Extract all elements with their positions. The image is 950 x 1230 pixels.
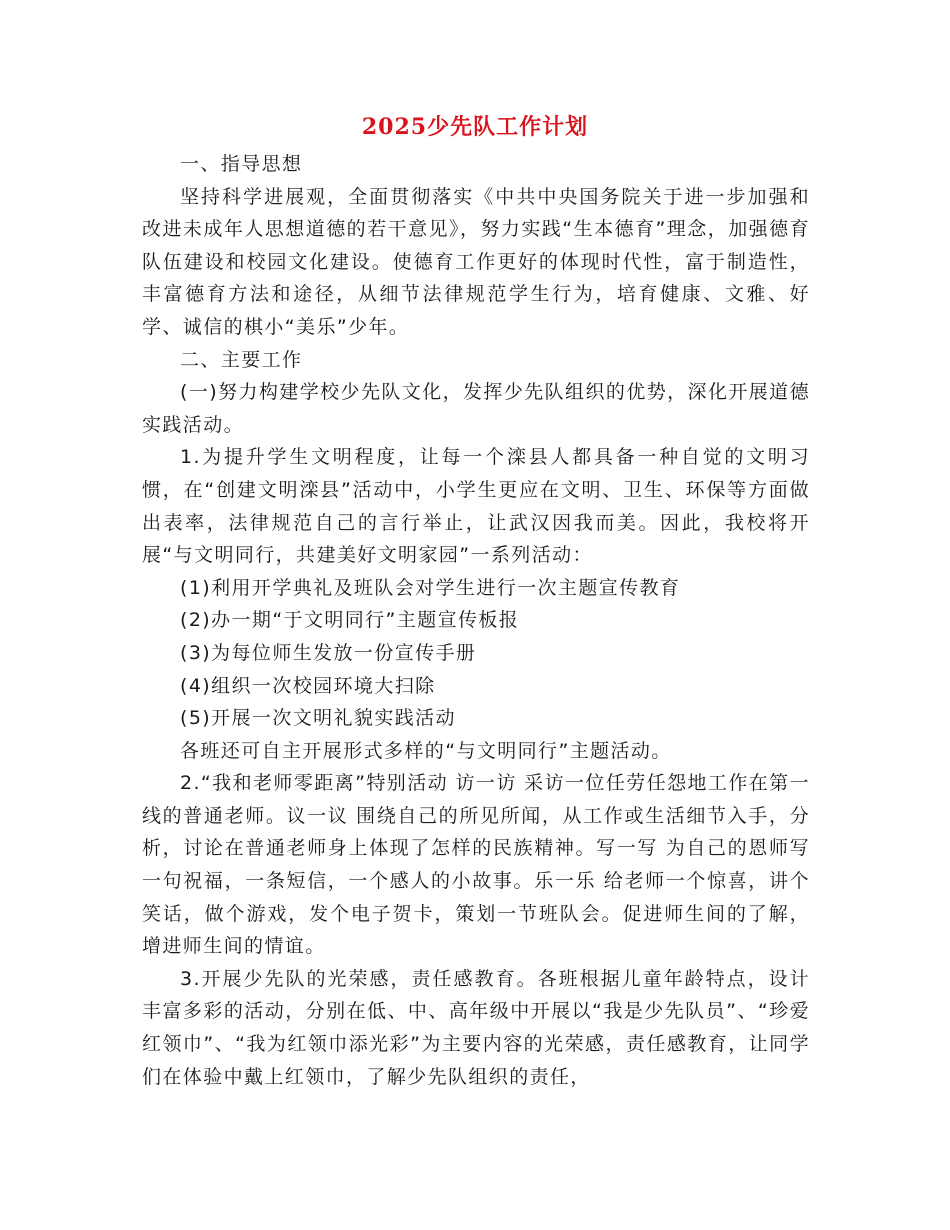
- list-item: (2)办一期“于文明同行”主题宣传板报: [180, 609, 520, 632]
- paragraph: 各班还可自主开展形式多样的“与文明同行”主题活动。: [180, 739, 672, 762]
- document-body: [142, 148, 810, 1093]
- list-item: (3)为每位师生发放一份宣传手册: [180, 641, 477, 664]
- paragraph: 坚持科学进展观，全面贯彻落实《中共中央国务院关于进一步加强和改进未成年人思想道德的若干意见》，努力实践“生本德育”理念，加强德育队伍建设和校园文化建设。使德育工作更好的体现时代性，富于制造性，丰富德育方法和途径，从细节法律规范学生行为，培育健康、文雅、好学、诚信的棋小“美乐”少年。: [142, 185, 810, 338]
- paragraph: 2.“我和老师零距离”特别活动 访一访 采访一位任劳任怨地工作在第一线的普通老师。议一议 围绕自己的所见所闻，从工作或生活细节入手，分析，讨论在普通老师身上体现了怎样的民族精神。写一写 为自己的恩师写一句祝福，一条短信，一个感人的小故事。乐一乐 给老师一个惊喜，讲个笑话，做个游戏，发个电子贺卡，策划一节班队会。促进师生间的了解，增进师生间的情谊。: [142, 772, 810, 958]
- section-heading: 一、指导思想: [180, 153, 303, 175]
- paragraph: (一)努力构建学校少先队文化，发挥少先队组织的优势，深化开展道德实践活动。: [142, 381, 810, 436]
- list-item: (1)利用开学典礼及班队会对学生进行一次主题宣传教育: [180, 576, 681, 599]
- section-heading: 二、主要工作: [180, 348, 303, 371]
- list-item: (5)开展一次文明礼貌实践活动: [180, 707, 456, 730]
- paragraph: 3.开展少先队的光荣感，责任感教育。各班根据儿童年龄特点，设计丰富多彩的活动，分别在低、中、高年级中开展以“我是少先队员”、“珍爱红领巾”、“我为红领巾添光彩”为主要内容的光荣感，责任感教育，让同学们在体验中戴上红领巾，了解少先队组织的责任，: [142, 967, 810, 1088]
- paragraph: 1.为提升学生文明程度，让每一个滦县人都具备一种自觉的文明习惯，在“创建文明滦县”活动中，小学生更应在文明、卫生、环保等方面做出表率，法律规范自己的言行举止，让武汉因我而美。因此，我校将开展“与文明同行，共建美好文明家园”一系列活动：: [142, 446, 810, 567]
- document-title: 2025少先队工作计划: [361, 114, 589, 140]
- list-item: (4)组织一次校园环境大扫除: [180, 674, 436, 697]
